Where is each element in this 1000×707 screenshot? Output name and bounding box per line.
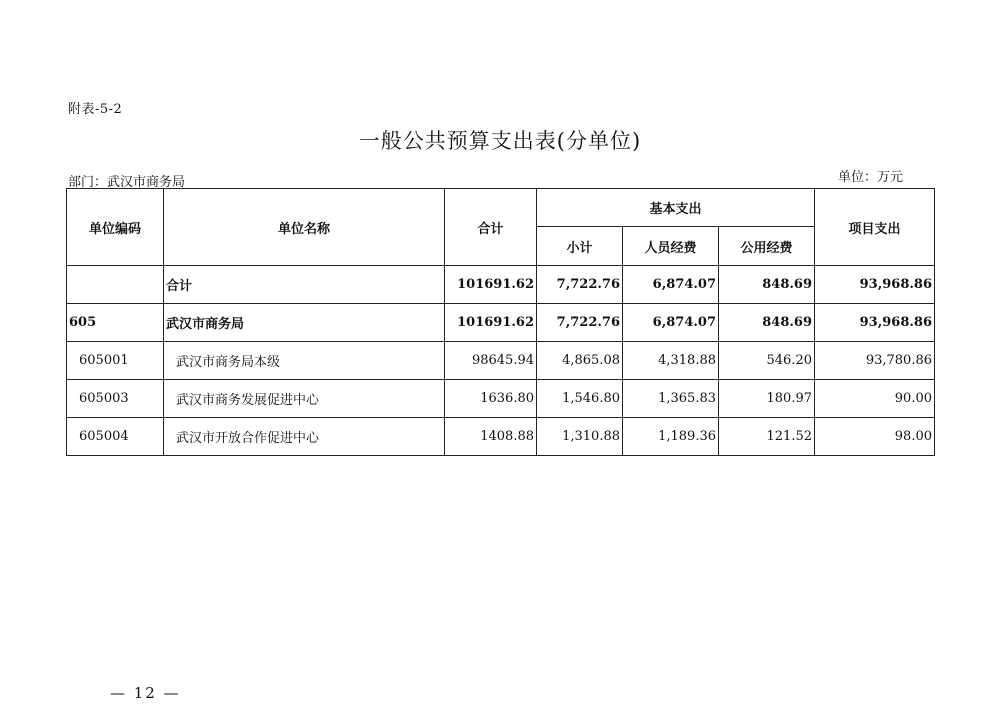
cell-total: 101691.62: [445, 304, 537, 342]
header-public: 公用经费: [719, 227, 815, 266]
cell-subtotal: 1,546.80: [537, 380, 623, 418]
department-label: 部门：武汉市商务局: [68, 175, 186, 190]
cell-total: 1636.80: [445, 380, 537, 418]
budget-table: [66, 188, 935, 456]
cell-public: 121.52: [719, 418, 815, 456]
cell-project: 93,780.86: [815, 342, 935, 380]
cell-subtotal: 7,722.76: [537, 304, 623, 342]
cell-name: 武汉市开放合作促进中心: [164, 418, 445, 456]
header-subtotal: 小计: [537, 227, 623, 266]
header-personnel: 人员经费: [623, 227, 719, 266]
cell-name: 合计: [164, 266, 445, 304]
cell-public: 848.69: [719, 266, 815, 304]
header-unit-name: 单位名称: [164, 189, 445, 266]
cell-code: 605003: [67, 380, 164, 418]
cell-personnel: 4,318.88: [623, 342, 719, 380]
cell-subtotal: 1,310.88: [537, 418, 623, 456]
header-unit-code: 单位编码: [67, 189, 164, 266]
table-row: [67, 380, 935, 418]
cell-public: 546.20: [719, 342, 815, 380]
cell-name: 武汉市商务局: [164, 304, 445, 342]
cell-project: 93,968.86: [815, 304, 935, 342]
unit-label: 单位：万元: [838, 170, 904, 185]
cell-name: 武汉市商务发展促进中心: [164, 380, 445, 418]
page-number: — 12 —: [110, 684, 181, 702]
header-row-1: [67, 189, 935, 227]
cell-total: 1408.88: [445, 418, 537, 456]
table-row: [67, 342, 935, 380]
attachment-label: 附表-5-2: [68, 102, 123, 117]
header-total: 合计: [445, 189, 537, 266]
cell-subtotal: 7,722.76: [537, 266, 623, 304]
cell-subtotal: 4,865.08: [537, 342, 623, 380]
table-row-total: [67, 266, 935, 304]
cell-code: [67, 266, 164, 304]
cell-personnel: 1,365.83: [623, 380, 719, 418]
header-basic-expense: 基本支出: [537, 189, 815, 227]
cell-personnel: 1,189.36: [623, 418, 719, 456]
cell-project: 98.00: [815, 418, 935, 456]
table-row: [67, 304, 935, 342]
cell-project: 93,968.86: [815, 266, 935, 304]
cell-name: 武汉市商务局本级: [164, 342, 445, 380]
cell-public: 848.69: [719, 304, 815, 342]
cell-personnel: 6,874.07: [623, 266, 719, 304]
cell-code: 605001: [67, 342, 164, 380]
header-project-expense: 项目支出: [815, 189, 935, 266]
cell-project: 90.00: [815, 380, 935, 418]
cell-public: 180.97: [719, 380, 815, 418]
cell-code: 605: [67, 304, 164, 342]
table-row: [67, 418, 935, 456]
cell-code: 605004: [67, 418, 164, 456]
cell-personnel: 6,874.07: [623, 304, 719, 342]
cell-total: 98645.94: [445, 342, 537, 380]
page-title: 一般公共预算支出表(分单位): [358, 129, 642, 153]
cell-total: 101691.62: [445, 266, 537, 304]
